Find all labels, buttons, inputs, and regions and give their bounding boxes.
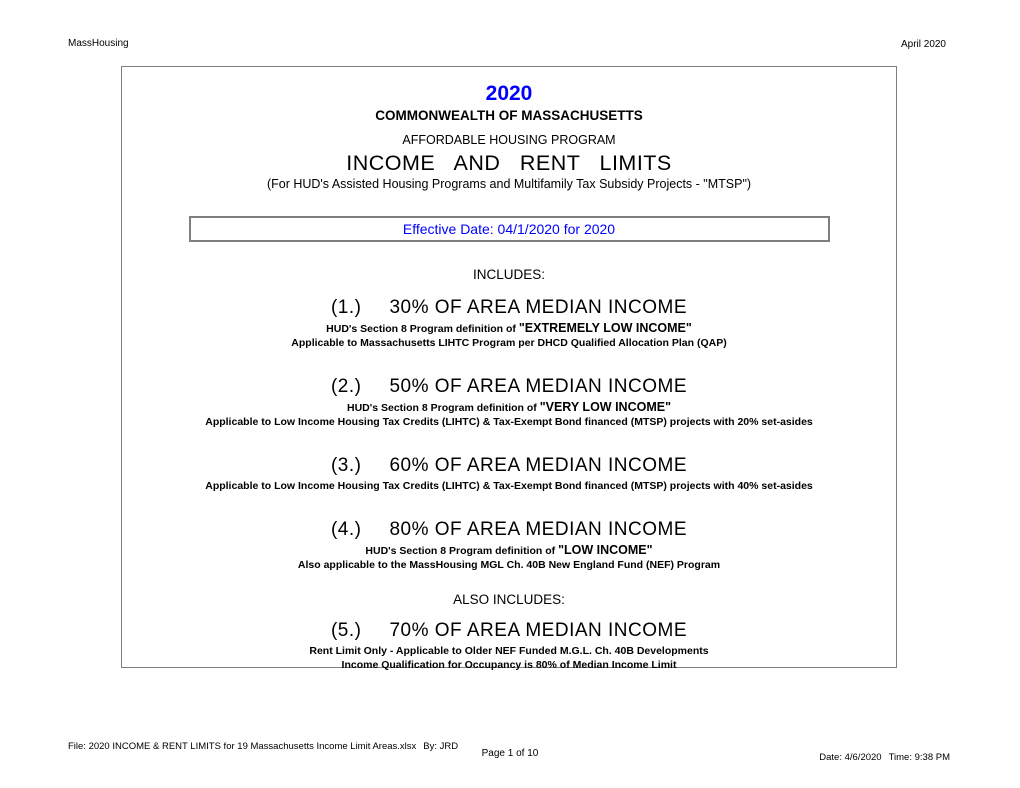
ami-item-definition	[122, 544, 896, 558]
ami-item-heading	[122, 619, 896, 642]
ami-item-80	[122, 518, 896, 572]
footer-author: By: JRD	[423, 741, 459, 752]
ami-item-title: 50% OF AREA MEDIAN INCOME	[389, 376, 688, 397]
ami-item-60	[122, 454, 896, 493]
footer-time: Time: 9:38 PM	[888, 752, 950, 763]
ami-item-title: 60% OF AREA MEDIAN INCOME	[389, 455, 688, 476]
ami-item-note	[122, 416, 896, 429]
includes-label: INCLUDES:	[472, 267, 545, 282]
ami-item-number: (2.)	[330, 376, 362, 397]
footer-page-number: Page 1 of 10	[481, 748, 539, 759]
ami-item-30	[122, 296, 896, 350]
definition-term: "VERY LOW INCOME"	[539, 400, 671, 414]
header-organization: MassHousing	[68, 38, 129, 49]
effective-date-text: Effective Date: 04/1/2020 for 2020	[402, 221, 616, 237]
note-text: Also applicable to the MassHousing MGL Ch. 40B New England Fund (NEF) Program	[297, 559, 721, 571]
definition-prefix: HUD's Section 8 Program definition of	[365, 545, 559, 557]
effective-date-box	[189, 216, 830, 242]
footer-date: Date: 4/6/2020	[819, 752, 882, 763]
main-title: INCOME AND RENT LIMITS	[346, 151, 672, 175]
ami-item-definition	[122, 322, 896, 336]
footer-file-name: File: 2020 INCOME & RENT LIMITS for 19 Massachusetts Income Limit Areas.xlsx	[68, 741, 417, 752]
note-text: Applicable to Massachusetts LIHTC Program per DHCD Qualified Allocation Plan (QAP)	[291, 337, 727, 349]
note-text: Income Qualification for Occupancy is 80% of Median Income Limit	[341, 659, 677, 671]
ami-item-number: (1.)	[330, 297, 362, 318]
also-includes-label: ALSO INCLUDES:	[453, 592, 565, 607]
ami-item-note	[122, 559, 896, 572]
ami-item-title: 30% OF AREA MEDIAN INCOME	[389, 297, 688, 318]
main-subtitle: (For HUD's Assisted Housing Programs and Multifamily Tax Subsidy Projects - "MTSP")	[266, 177, 752, 191]
ami-item-heading	[122, 296, 896, 319]
footer-datetime	[819, 752, 950, 763]
document-sheet	[121, 66, 897, 671]
program-title: AFFORDABLE HOUSING PROGRAM	[402, 133, 616, 147]
document-year: 2020	[485, 82, 533, 105]
ami-item-heading	[122, 454, 896, 477]
ami-item-number: (4.)	[330, 519, 362, 540]
ami-item-title: 80% OF AREA MEDIAN INCOME	[389, 519, 688, 540]
note-text: Applicable to Low Income Housing Tax Credits (LIHTC) & Tax-Exempt Bond financed (MTSP) projects with 40% set-asides	[205, 480, 813, 492]
ami-item-70	[122, 619, 896, 672]
note-text: Rent Limit Only - Applicable to Older NEF Funded M.G.L. Ch. 40B Developments	[309, 645, 709, 657]
ami-item-definition	[122, 401, 896, 415]
ami-item-50	[122, 375, 896, 429]
ami-item-note	[122, 480, 896, 493]
ami-item-number: (5.)	[330, 620, 362, 641]
ami-item-note	[122, 645, 896, 658]
ami-item-title: 70% OF AREA MEDIAN INCOME	[389, 620, 688, 641]
definition-term: "EXTREMELY LOW INCOME"	[518, 321, 692, 335]
note-text: Applicable to Low Income Housing Tax Credits (LIHTC) & Tax-Exempt Bond financed (MTSP) projects with 20% set-asides	[205, 416, 813, 428]
header-month: April 2020	[900, 39, 946, 50]
definition-term: "LOW INCOME"	[558, 543, 653, 557]
ami-item-number: (3.)	[330, 455, 362, 476]
commonwealth-title: COMMONWEALTH OF MASSACHUSETTS	[375, 108, 643, 123]
ami-item-note	[122, 337, 896, 350]
definition-prefix: HUD's Section 8 Program definition of	[347, 402, 540, 414]
ami-item-heading	[122, 375, 896, 398]
ami-item-note	[122, 659, 896, 672]
ami-item-heading	[122, 518, 896, 541]
definition-prefix: HUD's Section 8 Program definition of	[326, 323, 519, 335]
